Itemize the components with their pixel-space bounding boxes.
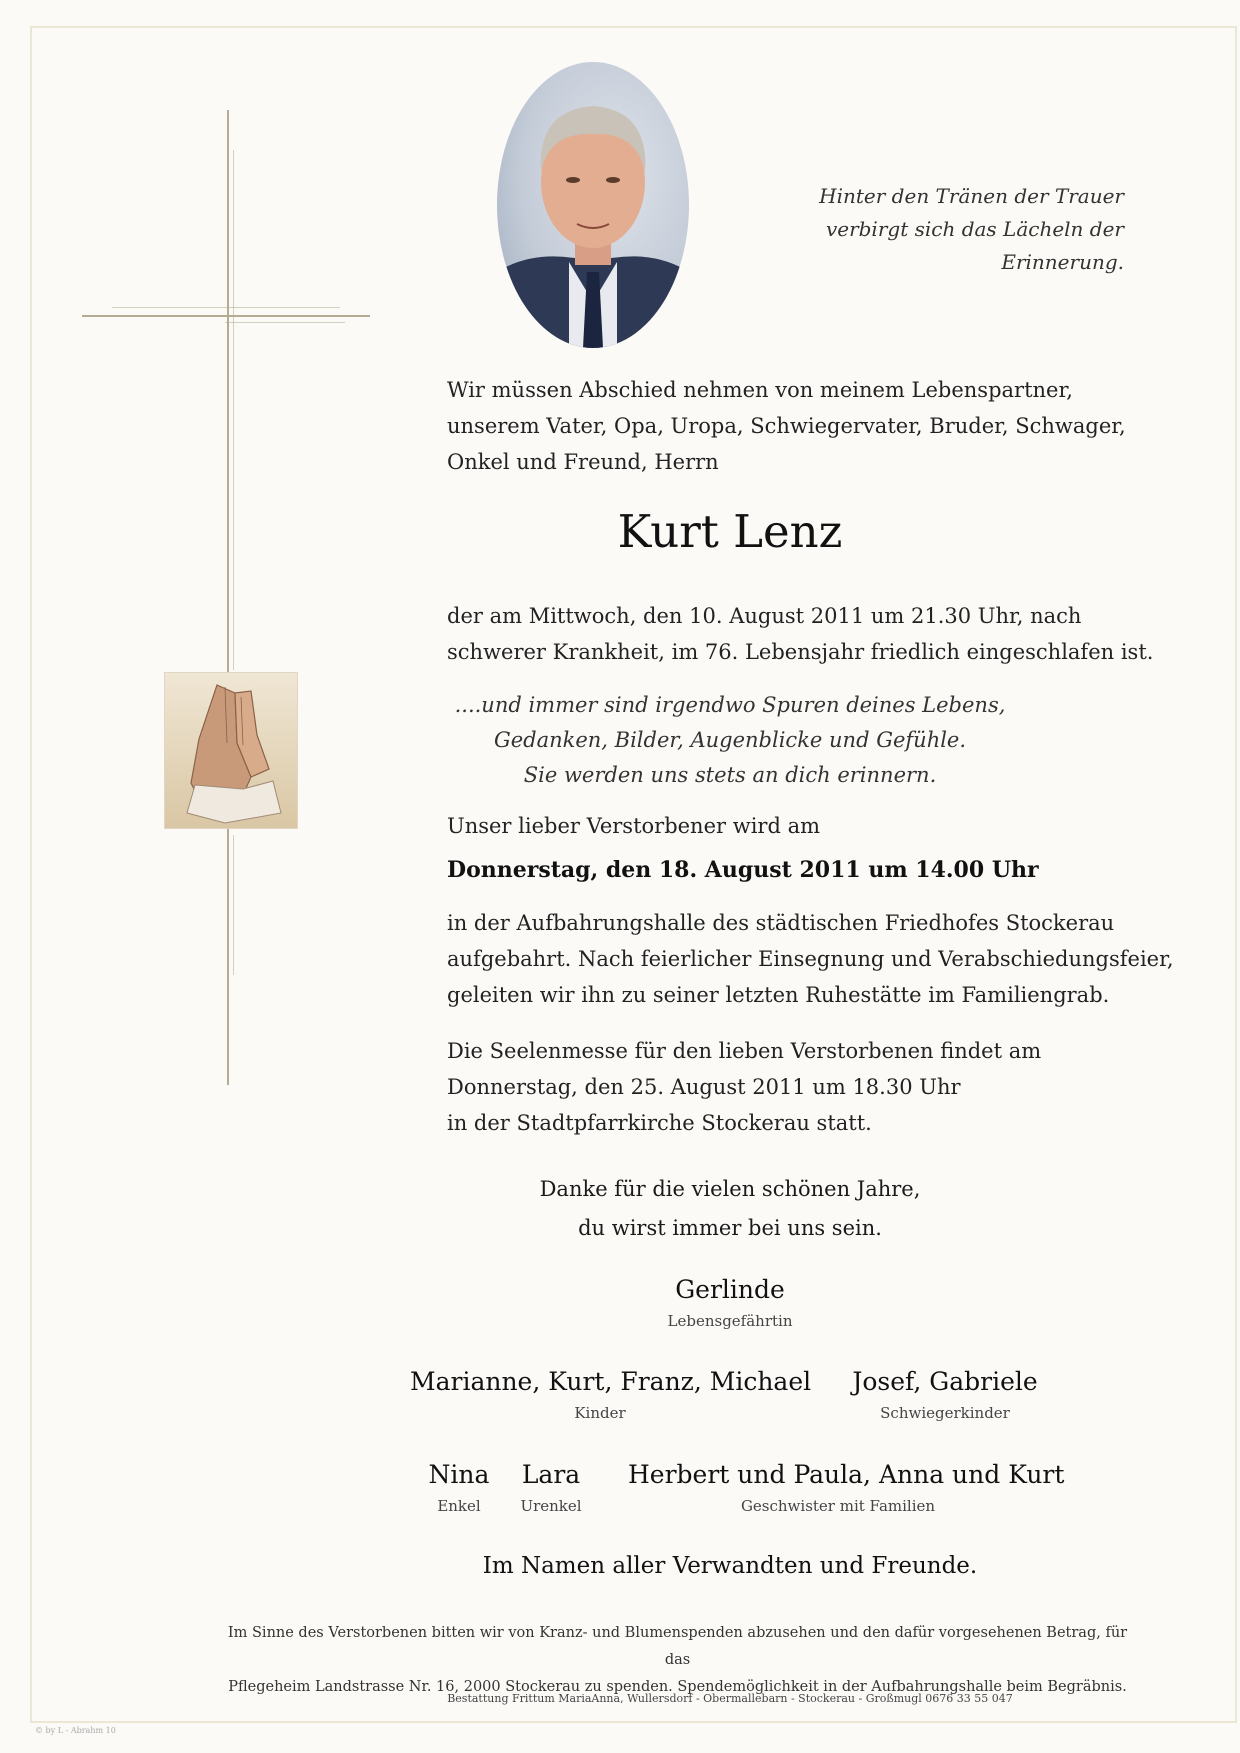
memorial-quote [440,688,1020,793]
donation-note-line: Im Sinne des Verstorbenen bitten wir von Kranz- und Blumenspenden abzusehen und den dafür vorgesehenen Betrag, für das [227,1625,1128,1668]
memorial-quote-line: Gedanken, Bilder, Augenblicke und Gefühle. [493,728,967,752]
thanks-text [460,1170,1000,1248]
mourner-name: Lara [521,1460,581,1489]
mourner-in-laws [830,1367,1060,1422]
mourner-role: Urenkel [520,1497,582,1515]
intro-line: unserem Vater, Opa, Uropa, Schwiegervater, Bruder, Schwager, [447,414,1126,438]
mourner-name: Herbert und Paula, Anna und Kurt [628,1460,1065,1489]
death-info [447,598,1153,670]
viewing-details-line: aufgebahrt. Nach feierlicher Einsegnung und Verabschiedungsfeier, [447,947,1174,971]
mourner-role: Schwiegerkinder [880,1404,1010,1422]
mourner-partner [630,1275,830,1330]
mourner-role: Geschwister mit Familien [740,1497,936,1515]
mourner-role: Enkel [437,1497,481,1515]
portrait-photo [497,62,689,348]
viewing-details-line: in der Aufbahrungshalle des städtischen Friedhofes Stockerau [447,911,1115,935]
mourner-grandchild [414,1460,504,1515]
epigraph-line: verbirgt sich das Lächeln der Erinnerung. [825,217,1124,274]
mourner-role: Kinder [574,1404,626,1422]
viewing-intro: Unser lieber Verstorbener wird am [447,814,821,838]
mourner-name: Gerlinde [675,1275,785,1304]
viewing-details-line: geleiten wir ihn zu seiner letzten Ruhestätte im Familiengrab. [447,983,1110,1007]
mourner-name: Josef, Gabriele [852,1367,1038,1396]
death-info-line: schwerer Krankheit, im 76. Lebensjahr friedlich eingeschlafen ist. [447,640,1154,664]
funeral-home-footer: Bestattung Frittum MariaAnna, Wullersdorf - Obermallebarn - Stockerau - Großmugl 0676 33 55 047 [447,1692,1013,1705]
epigraph-quote [704,180,1124,279]
copyright-note: © by L - Abrahm 10 [35,1726,116,1735]
mass-info-line: in der Stadtpfarrkirche Stockerau statt. [447,1111,872,1135]
donation-note-line: Pflegeheim Landstrasse Nr. 16, 2000 Stockerau zu spenden. Spendemöglichkeit in der Aufbahrungshalle beim Begräbnis. [228,1679,1127,1695]
memorial-quote-line: Sie werden uns stets an dich erinnern. [523,763,937,787]
mass-info-line: Die Seelenmesse für den lieben Verstorbenen findet am [447,1039,1042,1063]
epigraph-line: Hinter den Tränen der Trauer [819,184,1124,208]
viewing-details [447,905,1174,1013]
mourner-siblings [628,1460,1065,1515]
closing-line: Im Namen aller Verwandten und Freunde. [482,1553,978,1579]
mourner-name: Nina [428,1460,490,1489]
viewing-date: Donnerstag, den 18. August 2011 um 14.00 Uhr [447,857,1039,883]
intro-line: Wir müssen Abschied nehmen von meinem Lebenspartner, [447,378,1073,402]
mass-info [447,1033,1041,1141]
mourner-name: Marianne, Kurt, Franz, Michael [410,1367,812,1396]
mourner-children [410,1367,812,1422]
donation-note [225,1620,1130,1701]
death-info-line: der am Mittwoch, den 10. August 2011 um 21.30 Uhr, nach [447,604,1082,628]
intro-text [447,372,1126,480]
thanks-line: Danke für die vielen schönen Jahre, [539,1177,921,1201]
deceased-name: Kurt Lenz [617,505,843,558]
thanks-line: du wirst immer bei uns sein. [578,1216,882,1240]
mass-info-line: Donnerstag, den 25. August 2011 um 18.30 Uhr [447,1075,961,1099]
intro-line: Onkel und Freund, Herrn [447,450,719,474]
praying-hands-image [164,672,298,829]
mourner-role: Lebensgefährtin [667,1312,793,1330]
memorial-quote-line: ....und immer sind irgendwo Spuren deines Lebens, [454,693,1006,717]
mourner-great-grandchild [505,1460,597,1515]
